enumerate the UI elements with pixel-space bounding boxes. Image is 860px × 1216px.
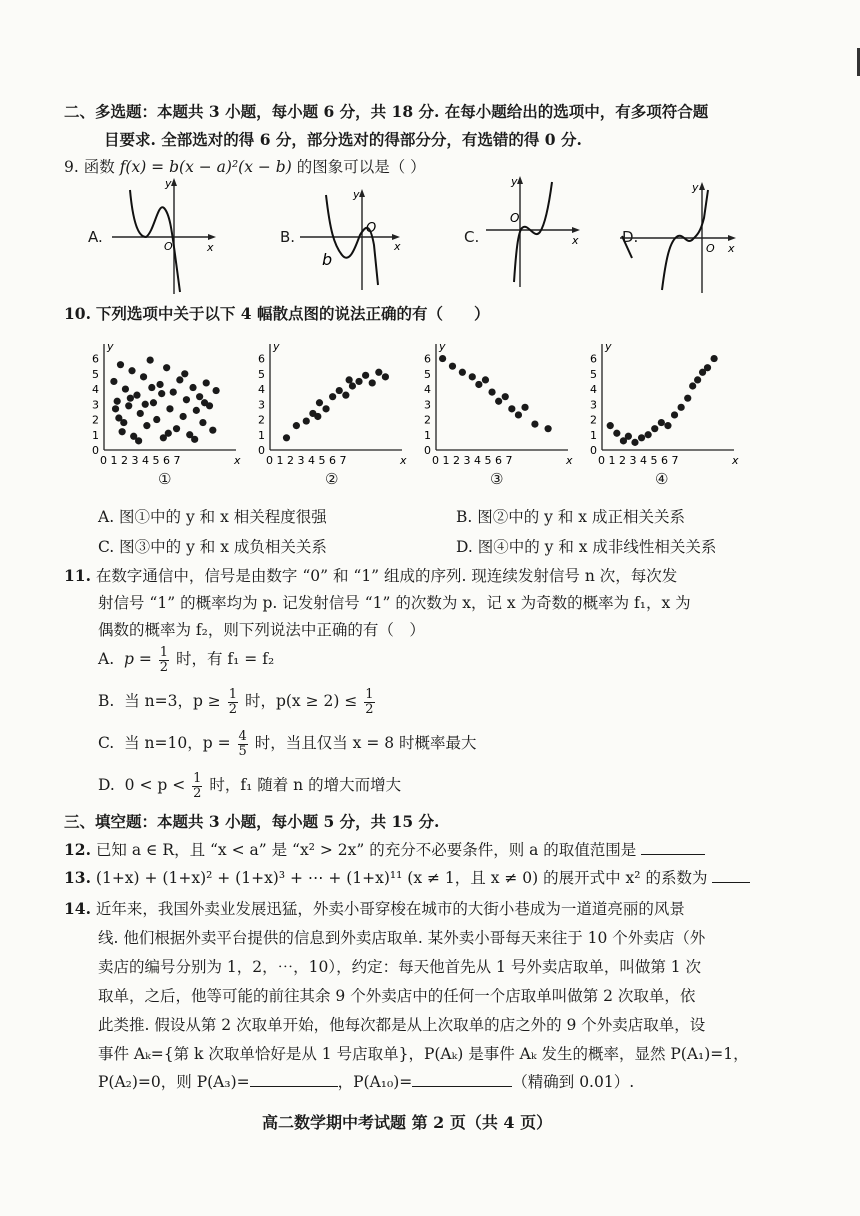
q11-b-mid: 时，p(x ≥ 2) ≤ (244, 692, 358, 711)
scatter-point (631, 439, 638, 446)
scatter-point (133, 392, 140, 399)
scatter-point (158, 390, 165, 397)
scatter-point (495, 398, 502, 405)
q13-text: (1+x) + (1+x)² + (1+x)³ + ⋯ + (1+x)¹¹ (x ≠ 1，且 x ≠ 0) 的展开式中 x² 的系数为 (95, 869, 708, 887)
scatter-point (189, 384, 196, 391)
q11-a-frac (159, 646, 169, 674)
page-footer: 高二数学期中考试题 第 2 页（共 4 页） (262, 1113, 553, 1132)
q11-option-a (98, 646, 274, 674)
q11-d-pre: 0 < p < (124, 776, 186, 795)
scatter-point (122, 385, 129, 392)
scatter-y-tick: 4 (92, 383, 99, 397)
q10-text: 下列选项中关于以下 4 幅散点图的说法正确的有（ ） (95, 304, 490, 323)
scatter-y-tick: 6 (92, 352, 99, 366)
scatter-point (165, 430, 172, 437)
q9b-x-label: x (394, 240, 401, 253)
scatter-point (521, 404, 528, 411)
scatter-point (711, 355, 718, 362)
q10-number: 10. (64, 304, 91, 323)
q10-caption-1: ① (158, 470, 172, 488)
frac-den: 2 (159, 659, 169, 675)
q9-formula: f(x) = b(x − a)²(x − b) (119, 158, 292, 176)
scatter-y-tick: 5 (258, 367, 265, 381)
scatter-point (607, 422, 614, 429)
scatter-y-tick: 2 (590, 413, 597, 427)
q10-caption-3: ③ (490, 470, 504, 488)
q14-text-1: 近年来，我国外卖业发展迅猛，外卖小哥穿梭在城市的大街小巷成为一道道亮丽的风景 (95, 900, 685, 918)
scatter-point (346, 376, 353, 383)
q9b-b-label: b (322, 250, 333, 269)
scatter-y-tick: 5 (92, 367, 99, 381)
scatter-point (140, 373, 147, 380)
q11-c-pre: 当 n=10，p = (124, 734, 231, 753)
scatter-y-tick: 4 (424, 383, 431, 397)
scatter-y-tick: 6 (424, 352, 431, 366)
scatter-y-tick: 2 (424, 413, 431, 427)
frac-num: 1 (159, 645, 169, 660)
scatter-x-ticks: 0 1 2 3 4 5 6 7 (432, 454, 513, 466)
q9-graph-b (300, 185, 410, 295)
q14-text-7c: （精确到 0.01）. (512, 1073, 635, 1091)
scatter-point (143, 422, 150, 429)
q9c-y-label: y (511, 175, 518, 188)
scatter-point (342, 392, 349, 399)
q9-option-d-label: D. (622, 228, 639, 246)
scatter-point (459, 369, 466, 376)
q11-b-pre: 当 n=3，p ≥ (124, 692, 221, 711)
scatter-point (439, 355, 446, 362)
q9a-y-label: y (165, 177, 172, 190)
section3-heading: 三、填空题：本题共 3 小题，每小题 5 分，共 15 分. (64, 812, 440, 831)
scatter-y-tick: 0 (424, 444, 431, 457)
scatter-y-label: y (107, 340, 114, 353)
q11-c-frac (238, 730, 248, 758)
scatter-point (664, 422, 671, 429)
q9a-x-label: x (207, 241, 214, 254)
q9b-y-label: y (353, 188, 360, 201)
scatter-point (613, 430, 620, 437)
q13-number: 13. (64, 868, 91, 887)
q9-number: 9. (64, 158, 79, 176)
section2-heading: 二、多选题：本题共 3 小题，每小题 6 分，共 18 分. 在每小题给出的选项中，有多项符合题 (64, 102, 709, 121)
scatter-y-tick: 6 (590, 352, 597, 366)
scatter-point (201, 399, 208, 406)
q14-line-6: 事件 Aₖ={第 k 次取单恰好是从 1 号店取单}，P(Aₖ) 是事件 Aₖ 发生的概率，显然 P(A₁)=1， (98, 1045, 749, 1063)
scatter-x-ticks: 0 1 2 3 4 5 6 7 (100, 454, 181, 466)
scatter-point (156, 381, 163, 388)
q14-line-4: 取单，之后，他等可能的前往其余 9 个外卖店中的任何一个店取单叫做第 2 次取单，依 (98, 987, 696, 1005)
q9-text-a: 函数 (83, 158, 115, 176)
scatter-point (469, 373, 476, 380)
scatter-y-tick: 4 (590, 383, 597, 397)
q11-number: 11. (64, 566, 91, 585)
scatter-y-tick: 0 (590, 444, 597, 457)
scatter-point (209, 427, 216, 434)
scatter-x-ticks: 0 1 2 3 4 5 6 7 (598, 454, 679, 466)
scatter-point (128, 367, 135, 374)
q10-caption-4: ④ (655, 470, 669, 488)
scatter-point (180, 413, 187, 420)
scatter-x-ticks: 0 1 2 3 4 5 6 7 (266, 454, 347, 466)
scatter-point (163, 364, 170, 371)
scatter-point (658, 419, 665, 426)
scatter-point (355, 378, 362, 385)
q12-answer-blank[interactable] (641, 854, 705, 855)
scatter-point (147, 356, 154, 363)
q9d-y-label: y (692, 181, 699, 194)
scatter-y-label: y (605, 340, 612, 353)
frac-num: 1 (365, 687, 374, 702)
q13-line (64, 866, 750, 888)
q14-line-5: 此类推. 假设从第 2 次取单开始，他每次都是从上次取单的店之外的 9 个外卖店取单，设 (98, 1016, 706, 1034)
q14-line-3: 卖店的编号分别为 1，2，⋯，10），约定：每天他首先从 1 号外卖店取单，叫做第 1 次 (98, 958, 702, 976)
scatter-point (110, 378, 117, 385)
scatter-point (362, 372, 369, 379)
q12-text: 已知 a ∈ R，且 “x < a” 是 “x² > 2x” 的充分不必要条件，则 a 的取值范围是 (95, 841, 637, 859)
q9-text-b: 的图象可以是（ ） (296, 158, 426, 176)
q13-answer-blank[interactable] (712, 882, 750, 883)
scatter-y-label: y (439, 340, 446, 353)
scatter-point (203, 379, 210, 386)
scatter-point (181, 370, 188, 377)
q9-option-b-label: B. (280, 228, 296, 246)
scatter-y-tick: 3 (258, 398, 265, 412)
q11-b-frac-2 (364, 688, 374, 716)
q9-graph-d (620, 178, 745, 298)
scatter-y-tick: 1 (92, 428, 99, 442)
scatter-point (303, 417, 310, 424)
scatter-point (213, 387, 220, 394)
q14-text-7b: ，P(A₁₀)= (337, 1073, 413, 1091)
q9-graph-c (486, 172, 596, 292)
scatter-point (508, 405, 515, 412)
scatter-point (135, 437, 142, 444)
q14-text-7a: P(A₂)=0，则 P(A₃)= (98, 1073, 250, 1091)
q10-scatter-plots (84, 336, 764, 466)
q11-a-label: A. (98, 650, 115, 669)
scatter-point (678, 404, 685, 411)
scatter-point (142, 401, 149, 408)
scatter-point (119, 428, 126, 435)
scatter-point (336, 387, 343, 394)
q11-a-post: 时，有 f₁ = f₂ (175, 650, 275, 669)
scatter-point (545, 425, 552, 432)
scatter-point (482, 376, 489, 383)
scatter-y-tick: 0 (92, 444, 99, 457)
scatter-y-label: y (273, 340, 280, 353)
q9d-curve (662, 190, 708, 290)
q11-line-3: 偶数的概率为 f₂，则下列说法中正确的有（ ） (98, 621, 425, 639)
frac-num: 1 (228, 687, 238, 702)
q9a-curve (130, 190, 180, 292)
scatter-point (694, 376, 701, 383)
q11-d-frac (192, 772, 202, 800)
q10-option-b: B. 图②中的 y 和 x 成正相关关系 (456, 508, 685, 526)
frac-num: 4 (238, 729, 247, 744)
q10-option-c: C. 图③中的 y 和 x 成负相关关系 (98, 538, 327, 556)
scatter-point (329, 393, 336, 400)
q9-option-a-label: A. (88, 228, 103, 246)
scatter-x-label: x (566, 454, 573, 466)
scatter-point (449, 363, 456, 370)
scatter-panel-1 (92, 340, 241, 466)
frac-den: 5 (238, 743, 247, 759)
q14-number: 14. (64, 899, 91, 918)
scatter-panel-4 (590, 340, 739, 466)
scatter-y-tick: 1 (258, 428, 265, 442)
frac-den: 2 (365, 701, 374, 717)
frac-den: 2 (228, 701, 238, 717)
scatter-point (196, 393, 203, 400)
scatter-point (645, 431, 652, 438)
scatter-y-tick: 1 (424, 428, 431, 442)
scatter-panel-3 (424, 340, 573, 466)
q9-graph-a (112, 172, 222, 297)
scatter-point (531, 420, 538, 427)
scatter-point (382, 373, 389, 380)
scatter-y-tick: 3 (424, 398, 431, 412)
scatter-point (314, 413, 321, 420)
q10-option-d: D. 图④中的 y 和 x 成非线性相关关系 (456, 538, 717, 556)
q12-number: 12. (64, 840, 91, 859)
scatter-y-tick: 3 (92, 398, 99, 412)
scatter-point (114, 398, 121, 405)
q10-caption-2: ② (325, 470, 339, 488)
q9c-origin-label: O (510, 211, 520, 225)
scatter-point (322, 405, 329, 412)
scatter-y-tick: 6 (258, 352, 265, 366)
scatter-point (502, 393, 509, 400)
scatter-point (283, 434, 290, 441)
scatter-point (369, 379, 376, 386)
scatter-point (625, 433, 632, 440)
scatter-point (684, 395, 691, 402)
q14-answer-blank-2[interactable] (412, 1086, 512, 1087)
q11-text-1: 在数字通信中，信号是由数字 “0” 和 “1” 组成的序列. 现连续发射信号 n 次，每次发 (95, 567, 678, 585)
q9b-curve (326, 195, 378, 285)
scatter-point (671, 411, 678, 418)
scatter-point (150, 399, 157, 406)
q11-option-b (98, 688, 377, 716)
scatter-point (166, 405, 173, 412)
q11-line-1 (64, 564, 677, 586)
q10-option-a: A. 图①中的 y 和 x 相关程度很强 (98, 508, 327, 526)
scatter-point (153, 416, 160, 423)
q14-line-7 (98, 1070, 634, 1092)
scatter-point (137, 410, 144, 417)
q9d-pen-mark (622, 236, 632, 258)
q11-option-d (98, 772, 401, 800)
scatter-point (127, 395, 134, 402)
scatter-y-tick: 5 (424, 367, 431, 381)
q11-b-frac-1 (228, 688, 238, 716)
scatter-y-tick: 4 (258, 383, 265, 397)
q9a-origin-label: O (164, 240, 173, 253)
frac-den: 2 (193, 785, 202, 801)
q11-d-post: 时，f₁ 随着 n 的增大而增大 (209, 776, 402, 795)
q10-stem (64, 302, 490, 324)
q11-option-c (98, 730, 477, 758)
section2-heading-cont: 目要求. 全部选对的得 6 分，部分选对的得部分分，有选错的得 0 分. (104, 130, 582, 149)
scatter-panel-2 (258, 340, 407, 466)
scatter-point (515, 411, 522, 418)
scatter-point (112, 405, 119, 412)
scatter-y-tick: 5 (590, 367, 597, 381)
q9d-origin-label: O (706, 242, 715, 255)
q11-a-pre: p = (123, 650, 152, 669)
scatter-point (375, 369, 382, 376)
scatter-point (475, 381, 482, 388)
scatter-point (120, 419, 127, 426)
q12-line (64, 838, 705, 860)
scatter-y-tick: 1 (590, 428, 597, 442)
scatter-point (199, 419, 206, 426)
scatter-x-label: x (234, 454, 241, 466)
q9d-x-label: x (728, 242, 735, 255)
scatter-point (638, 434, 645, 441)
q14-line-2: 线. 他们根据外卖平台提供的信息到外卖店取单. 某外卖小哥每天来往于 10 个外卖店（外 (98, 929, 706, 947)
q11-b-label: B. (98, 692, 115, 711)
scatter-point (148, 384, 155, 391)
q11-d-label: D. (98, 776, 115, 795)
scatter-y-tick: 2 (92, 413, 99, 427)
q9c-x-label: x (572, 234, 579, 247)
q11-c-post: 时，当且仅当 x = 8 时概率最大 (254, 734, 477, 753)
scatter-point (349, 382, 356, 389)
scatter-point (191, 436, 198, 443)
scatter-point (704, 364, 711, 371)
q14-answer-blank-1[interactable] (250, 1086, 338, 1087)
scatter-point (176, 376, 183, 383)
q14-line-1 (64, 897, 685, 919)
scatter-point (183, 396, 190, 403)
scatter-point (117, 361, 124, 368)
q9-option-c-label: C. (464, 228, 480, 246)
scatter-x-label: x (732, 454, 739, 466)
scatter-point (316, 399, 323, 406)
q9b-origin-label: O (366, 221, 377, 236)
scatter-y-tick: 0 (258, 444, 265, 457)
scatter-y-tick: 2 (258, 413, 265, 427)
q11-c-label: C. (98, 734, 115, 753)
frac-num: 1 (193, 771, 202, 786)
scatter-point (651, 425, 658, 432)
scatter-point (488, 388, 495, 395)
scatter-y-tick: 3 (590, 398, 597, 412)
scatter-x-label: x (400, 454, 407, 466)
scatter-point (689, 382, 696, 389)
scatter-point (170, 388, 177, 395)
scatter-point (193, 407, 200, 414)
q11-line-2: 射信号 “1” 的概率均为 p. 记发射信号 “1” 的次数为 x，记 x 为奇数的概率为 f₁，x 为 (98, 594, 691, 612)
scatter-point (125, 402, 132, 409)
scatter-point (173, 425, 180, 432)
scatter-point (293, 422, 300, 429)
